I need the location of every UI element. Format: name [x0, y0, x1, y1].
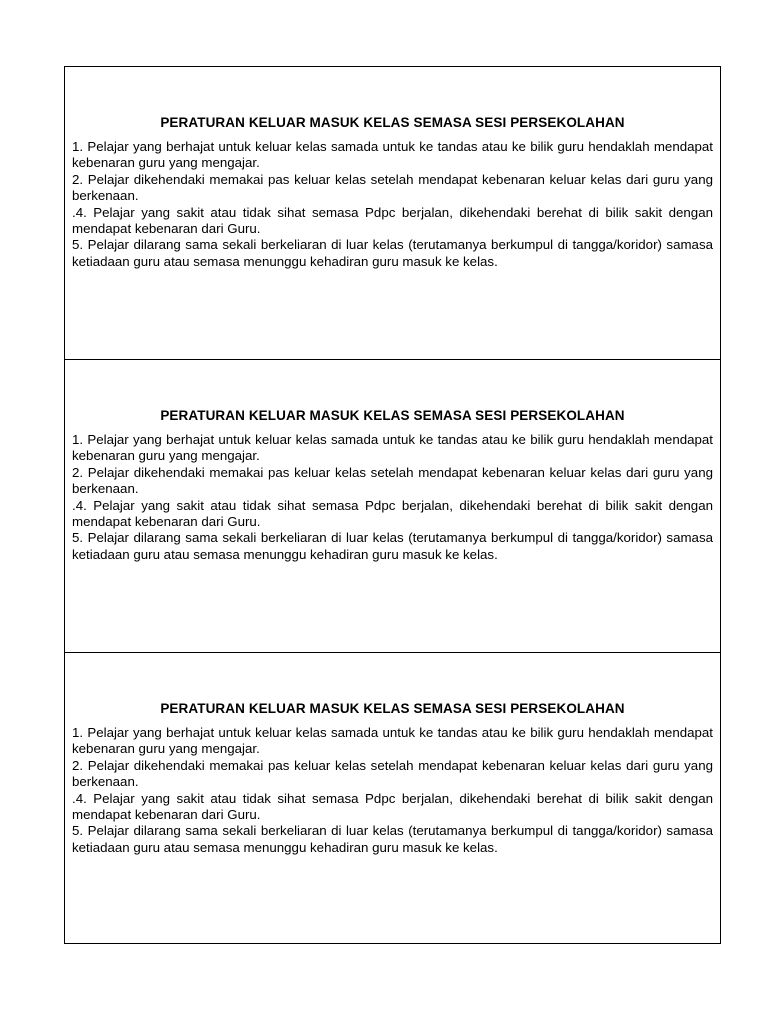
rule-item: .4. Pelajar yang sakit atau tidak sihat semasa Pdpc berjalan, dikehendaki berehat di bilik sakit dengan mendapat kebenaran dari Guru. [72, 497, 713, 530]
card-title: PERATURAN KELUAR MASUK KELAS SEMASA SESI PERSEKOLAHAN [160, 408, 625, 423]
rules-list [72, 432, 713, 563]
card-title: PERATURAN KELUAR MASUK KELAS SEMASA SESI PERSEKOLAHAN [160, 115, 625, 130]
rules-card-1 [65, 67, 720, 360]
rule-item: 5. Pelajar dilarang sama sekali berkeliaran di luar kelas (terutamanya berkumpul di tangga/koridor) samasa ketiadaan guru atau semasa menunggu kehadiran guru masuk ke kelas. [72, 237, 713, 269]
rule-item: .4. Pelajar yang sakit atau tidak sihat semasa Pdpc berjalan, dikehendaki berehat di bilik sakit dengan mendapat kebenaran dari Guru. [72, 790, 713, 823]
card-title: PERATURAN KELUAR MASUK KELAS SEMASA SESI PERSEKOLAHAN [160, 701, 625, 716]
rule-item: 2. Pelajar dikehendaki memakai pas keluar kelas setelah mendapat kebenaran keluar kelas dari guru yang berkenaan. [72, 757, 713, 790]
rule-item: 1. Pelajar yang berhajat untuk keluar kelas samada untuk ke tandas atau ke bilik guru hendaklah mendapat kebenaran guru yang mengajar. [72, 432, 713, 464]
rule-item: 1. Pelajar yang berhajat untuk keluar kelas samada untuk ke tandas atau ke bilik guru hendaklah mendapat kebenaran guru yang mengajar. [72, 139, 713, 171]
rule-item: .4. Pelajar yang sakit atau tidak sihat semasa Pdpc berjalan, dikehendaki berehat di bilik sakit dengan mendapat kebenaran dari Guru. [72, 204, 713, 237]
rule-item: 1. Pelajar yang berhajat untuk keluar kelas samada untuk ke tandas atau ke bilik guru hendaklah mendapat kebenaran guru yang mengajar. [72, 725, 713, 757]
rule-item: 5. Pelajar dilarang sama sekali berkeliaran di luar kelas (terutamanya berkumpul di tangga/koridor) samasa ketiadaan guru atau semasa menunggu kehadiran guru masuk ke kelas. [72, 823, 713, 855]
document-page [64, 66, 721, 944]
rules-card-2 [65, 360, 720, 653]
rule-item: 5. Pelajar dilarang sama sekali berkeliaran di luar kelas (terutamanya berkumpul di tangga/koridor) samasa ketiadaan guru atau semasa menunggu kehadiran guru masuk ke kelas. [72, 530, 713, 562]
rules-card-3 [65, 653, 720, 944]
rules-list [72, 725, 713, 856]
rule-item: 2. Pelajar dikehendaki memakai pas keluar kelas setelah mendapat kebenaran keluar kelas dari guru yang berkenaan. [72, 171, 713, 204]
rule-item: 2. Pelajar dikehendaki memakai pas keluar kelas setelah mendapat kebenaran keluar kelas dari guru yang berkenaan. [72, 464, 713, 497]
rules-list [72, 139, 713, 270]
